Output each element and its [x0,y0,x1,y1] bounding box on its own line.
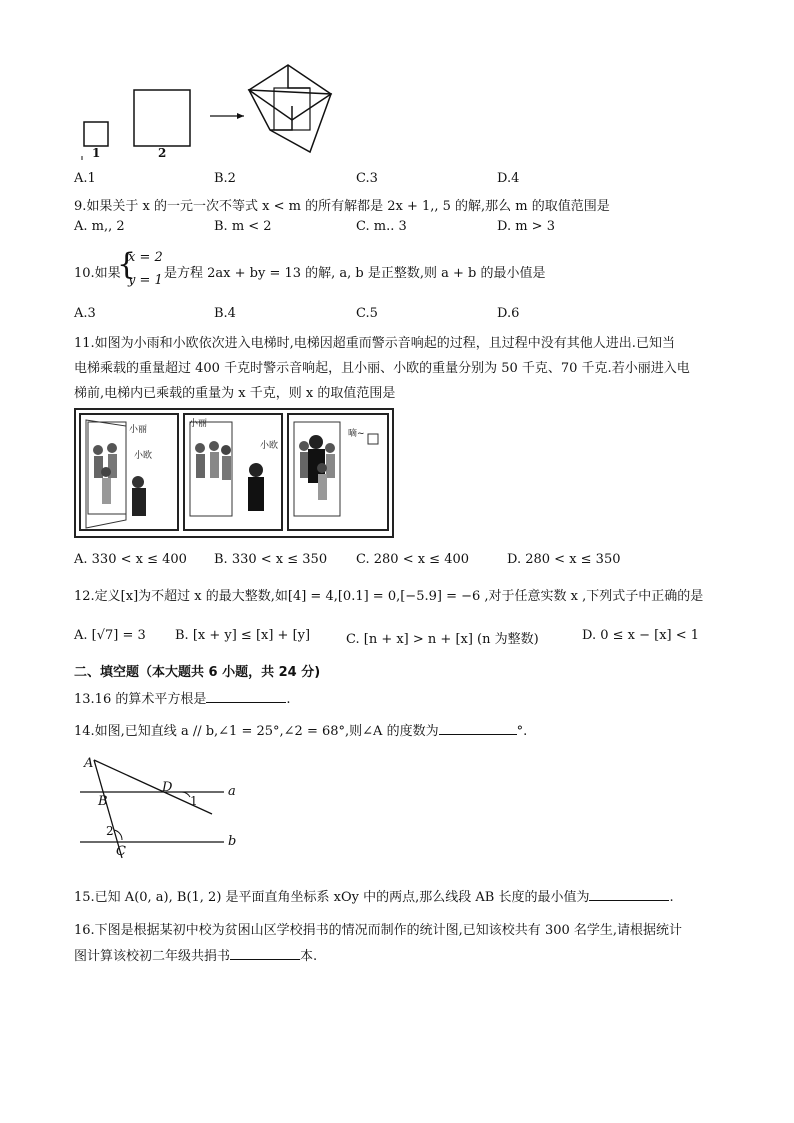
q12-text: 12.定义[x]为不超过 x 的最大整数,如[4] = 4,[0.1] = 0,[−5.9] = −6 ,对于任意实数 x ,下列式子中正确的是 [74,589,704,604]
q14-answer-blank[interactable] [439,722,517,735]
q14-figure [74,752,244,862]
q10-option-d: D.6 [497,306,520,321]
line-a-label: a [228,784,236,799]
q10-brace: { [117,247,137,282]
q8-option-b: B.2 [214,171,236,186]
panel1-label-xiaoli: 小丽 [129,425,148,435]
line-b-label: b [228,834,237,849]
q10-prefix: 10.如果 [74,266,121,281]
q11-line3: 梯前,电梯内已乘载的重量为 x 千克，则 x 的取值范围是 [74,386,396,401]
q9-text: 9.如果关于 x 的一元一次不等式 x < m 的所有解都是 2x + 1,, 5 的解,那么 m 的取值范围是 [74,199,610,214]
q11-option-b: B. 330 < x ≤ 350 [214,552,328,567]
q15-answer-blank[interactable] [589,888,669,901]
q16-line1: 16.下图是根据某初中校为贫困山区学校捐书的情况而制作的统计图,已知该校共有 300 名学生,请根据统计 [74,923,683,938]
point-b-label: B [98,794,108,809]
q16-line2 [74,945,317,964]
angle-2-label: 2 [106,824,114,838]
angle-1-label: 1 [190,794,198,808]
q13 [74,688,291,707]
panel2-label-xiaoou: 小欧 [260,441,279,451]
panel2-label-xiaoli: 小丽 [189,419,208,429]
q9-option-d: D. m > 3 [497,219,555,234]
square-1-label: 1 [92,146,101,160]
q15-end: . [669,890,674,905]
q10-option-b: B.4 [214,306,236,321]
q12-option-c: C. [n + x] > n + [x] (n 为整数) [346,632,539,647]
q12-option-b: B. [x + y] ≤ [x] + [y] [175,628,311,643]
q16-answer-blank[interactable] [230,947,300,960]
q9-option-b: B. m < 2 [214,219,272,234]
panel3-label-alarm: 嘀~ [348,429,365,439]
q11-line1: 11.如图为小雨和小欧依次进入电梯时,电梯因超重而警示音响起的过程，且过程中没有其他人进出.已知当 [74,336,675,351]
section2-heading: 二、填空题（本大题共 6 小题，共 24 分) [74,665,321,680]
q8-option-d: D.4 [497,171,520,186]
q13-text: 13.16 的算术平方根是 [74,692,207,707]
point-a-label: A [84,756,94,771]
squares-figure [74,60,336,162]
q13-end: . [286,692,291,707]
q12-option-d: D. 0 ≤ x − [x] < 1 [582,628,700,643]
q9-option-a: A. m,, 2 [74,219,125,234]
elevator-comic [74,408,394,538]
q14-end: °. [516,724,528,739]
q15-text: 15.已知 A(0, a), B(1, 2) 是平面直角坐标系 xOy 中的两点,那么线段 AB 长度的最小值为 [74,890,590,905]
q11-option-a: A. 330 < x ≤ 400 [74,552,187,567]
square-2-label: 2 [158,146,167,160]
q8-figure [74,60,336,162]
q13-answer-blank[interactable] [206,690,286,703]
q16-line2-text: 图计算该校初二年级共捐书 [74,949,231,964]
q14-text: 14.如图,已知直线 a // b,∠1 = 25°,∠2 = 68°,则∠A 的度数为 [74,724,439,739]
q10-suffix: 是方程 2ax + by = 13 的解, a, b 是正整数,则 a + b 的最小值是 [164,266,546,281]
q11-option-c: C. 280 < x ≤ 400 [356,552,470,567]
point-d-label: D [162,780,173,795]
q9-option-c: C. m.. 3 [356,219,407,234]
panel1-label-xiaoou: 小欧 [134,451,153,461]
q8-option-a: A.1 [74,171,96,186]
q15 [74,886,674,905]
q14 [74,720,527,739]
q10-option-c: C.5 [356,306,378,321]
q12-option-a: A. [√7] = 3 [74,628,146,643]
q10-system-line2: y = 1 [128,273,163,288]
q8-option-c: C.3 [356,171,378,186]
q10-option-a: A.3 [74,306,96,321]
q11-line2: 电梯乘载的重量超过 400 千克时警示音响起，且小丽、小欧的重量分别为 50 千克、70 千克.若小丽进入电 [74,361,690,376]
q16-end: 本. [300,949,318,964]
q11-option-d: D. 280 < x ≤ 350 [507,552,621,567]
elevator-panels [76,410,392,536]
q10-system-line1: x = 2 [128,250,163,265]
point-c-label: C [116,844,126,859]
